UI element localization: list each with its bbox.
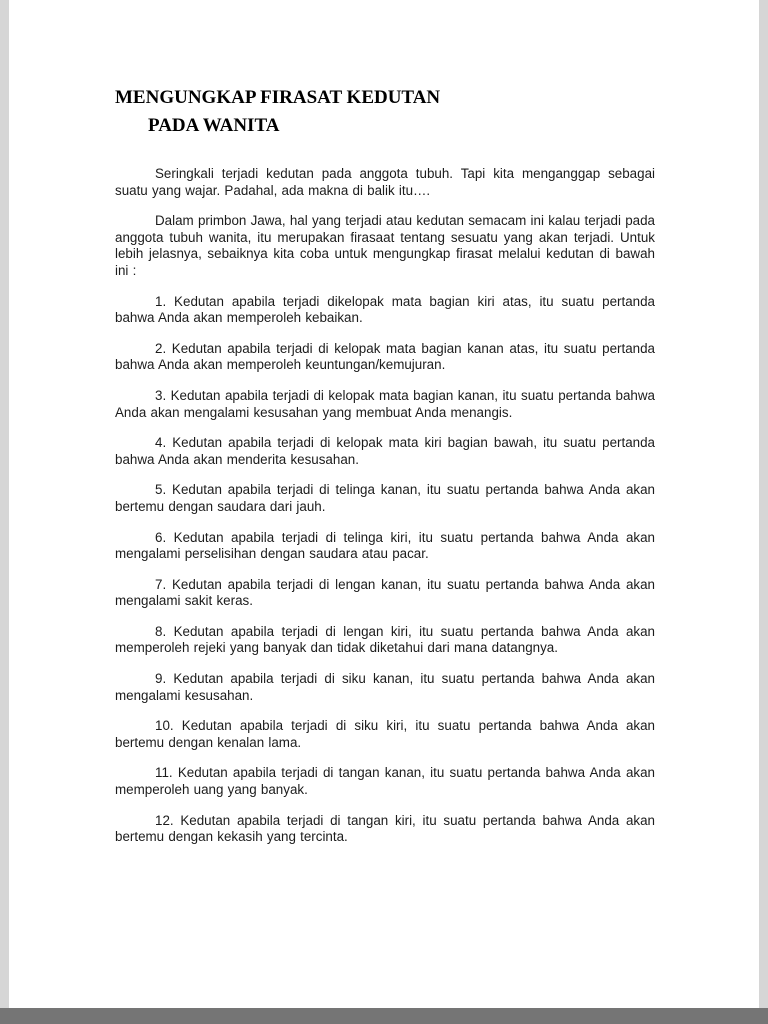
intro-paragraph: Dalam primbon Jawa, hal yang terjadi atau kedutan semacam ini kalau terjadi pada anggota tubuh wanita, itu merupakan firasaat tentang sesuatu yang akan terjadi. Untuk lebih jelasnya, sebaiknya kita coba untuk mengungkap firasat melalui kedutan di bawah ini : — [115, 213, 655, 278]
page-content — [9, 0, 759, 846]
list-item: 2. Kedutan apabila terjadi di kelopak mata bagian kanan atas, itu suatu pertanda bahwa Anda akan memperoleh keuntungan/kemujuran. — [115, 340, 655, 373]
list-item: 5. Kedutan apabila terjadi di telinga kanan, itu suatu pertanda bahwa Anda akan bertemu dengan saudara dari jauh. — [115, 482, 655, 514]
title-line-2: PADA WANITA — [148, 115, 280, 136]
body-text — [115, 166, 655, 846]
list-item: 8. Kedutan apabila terjadi di lengan kiri, itu suatu pertanda bahwa Anda akan memperoleh rejeki yang banyak dan tidak diketahui dari mana datangnya. — [115, 623, 655, 656]
list-item: 7. Kedutan apabila terjadi di lengan kanan, itu suatu pertanda bahwa Anda akan mengalami sakit keras. — [115, 576, 655, 609]
document-page — [9, 0, 759, 1008]
list-item: 1. Kedutan apabila terjadi dikelopak mata bagian kiri atas, itu suatu pertanda bahwa Anda akan memperoleh kebaikan. — [115, 293, 655, 326]
list-item: 4. Kedutan apabila terjadi di kelopak mata kiri bagian bawah, itu suatu pertanda bahwa Anda akan menderita kesusahan. — [115, 435, 655, 467]
list-item: 9. Kedutan apabila terjadi di siku kanan, itu suatu pertanda bahwa Anda akan mengalami kesusahan. — [115, 671, 655, 703]
list-item: 6. Kedutan apabila terjadi di telinga kiri, itu suatu pertanda bahwa Anda akan mengalami perselisihan dengan saudara atau pacar. — [115, 529, 655, 562]
viewer-bottom-bar — [0, 1008, 768, 1024]
list-item: 3. Kedutan apabila terjadi di kelopak mata bagian kanan, itu suatu pertanda bahwa Anda akan mengalami kesusahan yang membuat Anda menangis. — [115, 387, 655, 420]
list-item: 10. Kedutan apabila terjadi di siku kiri, itu suatu pertanda bahwa Anda akan bertemu dengan kenalan lama. — [115, 718, 655, 750]
page-title — [115, 84, 655, 140]
list-item: 12. Kedutan apabila terjadi di tangan kiri, itu suatu pertanda bahwa Anda akan bertemu dengan kekasih yang tercinta. — [115, 812, 655, 845]
title-line-1: MENGUNGKAP FIRASAT KEDUTAN — [115, 87, 441, 108]
viewer-left-gutter — [0, 0, 9, 1008]
list-item: 11. Kedutan apabila terjadi di tangan kanan, itu suatu pertanda bahwa Anda akan memperoleh uang yang banyak. — [115, 765, 655, 798]
intro-paragraph: Seringkali terjadi kedutan pada anggota tubuh. Tapi kita menganggap sebagai suatu yang wajar. Padahal, ada makna di balik itu…. — [115, 166, 655, 198]
viewer-right-gutter — [759, 0, 768, 1008]
